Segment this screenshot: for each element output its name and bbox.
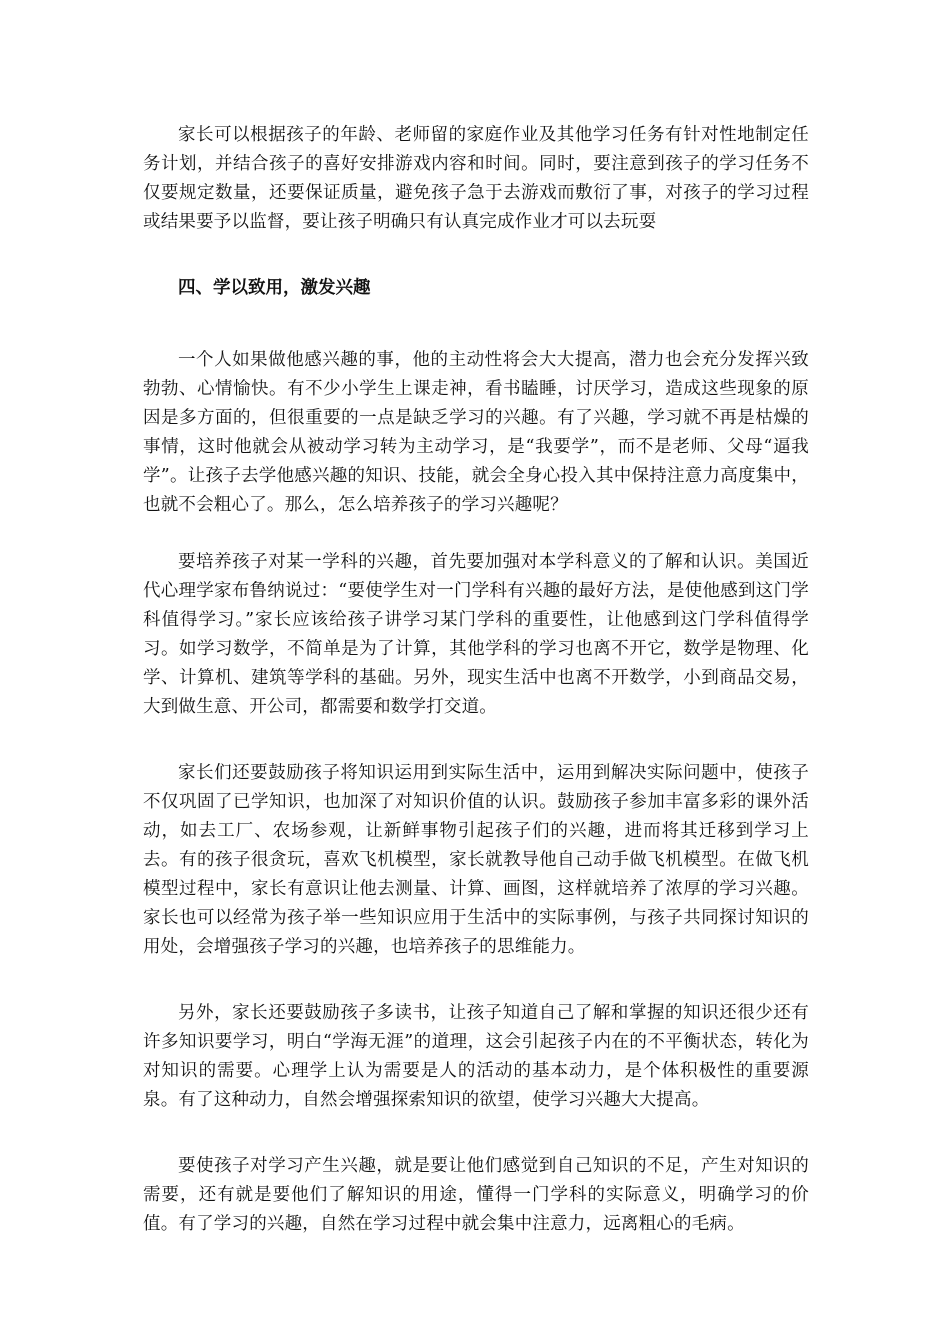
article-body: [143, 121, 809, 1239]
paragraph-interest-motivation: 一个人如果做他感兴趣的事，他的主动性将会大大提高，潜力也会充分发挥兴致勃勃、心情愉快。有不少小学生上课走神，看书瞌睡，讨厌学习，造成这些现象的原因是多方面的，但很重要的一点是缺乏学习的兴趣。有了兴趣，学习就不再是枯燥的事情，这时他就会从被动学习转为主动学习，是“我要学”，而不是老师、父母“逼我学”。让孩子去学他感兴趣的知识、技能，就会全身心投入其中保持注意力高度集中，也就不会粗心了。那么，怎么培养孩子的学习兴趣呢？: [143, 350, 809, 515]
paragraph-practical-application: 家长们还要鼓励孩子将知识运用到实际生活中，运用到解决实际问题中，使孩子不仅巩固了已学知识，也加深了对知识价值的认识。鼓励孩子参加丰富多彩的课外活动，如去工厂、农场参观，让新鲜事物引起孩子们的兴趣，进而将其迁移到学习上去。有的孩子很贪玩，喜欢飞机模型，家长就教导他自己动手做飞机模型。在做飞机模型过程中，家长有意识让他去测量、计算、画图，这样就培养了浓厚的学习兴趣。家长也可以经常为孩子举一些知识应用于生活中的实际事例，与孩子共同探讨知识的用处，会增强孩子学习的兴趣，也培养孩子的思维能力。: [143, 763, 809, 957]
paragraph-spacer: [143, 237, 809, 274]
paragraph-spacer: [143, 962, 809, 999]
paragraph-reading-encouragement: 另外，家长还要鼓励孩子多读书，让孩子知道自己了解和掌握的知识还很少还有许多知识要学习，明白“学海无涯”的道理，这会引起孩子内在的不平衡状态，转化为对知识的需要。心理学上认为需要是人的活动的基本动力，是个体积极性的重要源泉。有了这种动力，自然会增强探索知识的欲望，使学习兴趣大大提高。: [143, 1003, 809, 1110]
paragraph-spacer: [143, 303, 809, 346]
paragraph-spacer: [143, 1115, 809, 1152]
paragraph-spacer: [143, 722, 809, 759]
paragraph-subject-interest: 要培养孩子对某一学科的兴趣，首先要加强对本学科意义的了解和认识。美国近代心理学家布鲁纳说过：“要使学生对一门学科有兴趣的最好方法，是使他感到这门学科值得学习。”家长应该给孩子讲学习某门学科的重要性，让他感到这门学科值得学习。如学习数学，不简单是为了计算，其他学科的学习也离不开它，数学是物理、化学、计算机、建筑等学科的基础。另外，现实生活中也离不开数学，小到商品交易，大到做生意、开公司，都需要和数学打交道。: [143, 552, 809, 717]
paragraph-task-planning: 家长可以根据孩子的年龄、老师留的家庭作业及其他学习任务有针对性地制定任务计划，并结合孩子的喜好安排游戏内容和时间。同时，要注意到孩子的学习任务不仅要规定数量，还要保证质量，避免孩子急于去游戏而敷衍了事，对孩子的学习过程或结果要予以监督，要让孩子明确只有认真完成作业才可以去玩耍: [143, 125, 809, 232]
paragraph-spacer: [143, 520, 809, 548]
paragraph-learning-value: 要使孩子对学习产生兴趣，就是要让他们感觉到自己知识的不足，产生对知识的需要，还有就是要他们了解知识的用途，懂得一门学科的实际意义，明确学习的价值。有了学习的兴趣，自然在学习过程中就会集中注意力，远离粗心的毛病。: [143, 1156, 809, 1234]
section-heading: 四、学以致用，激发兴趣: [178, 278, 371, 298]
